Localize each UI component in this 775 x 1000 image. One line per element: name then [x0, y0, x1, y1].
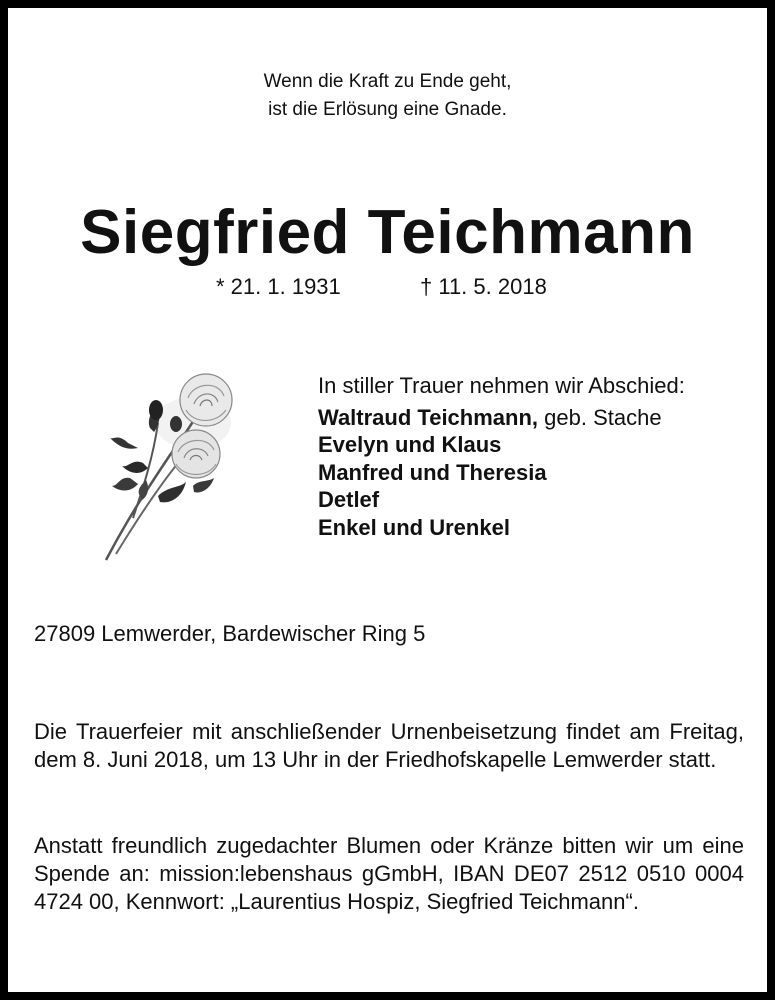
birth-date: * 21. 1. 1931	[216, 274, 341, 299]
mourner-name: Enkel und Urenkel	[318, 514, 510, 540]
family-address: 27809 Lemwerder, Bardewischer Ring 5	[34, 621, 426, 646]
ceremony-paragraph: Die Trauerfeier mit anschließender Urnenbeisetzung findet am Freitag, dem 8. Juni 2018, um 13 Uhr in der Friedhofskapelle Lemwerder statt.	[34, 719, 744, 772]
motto-line-2: ist die Erlösung eine Gnade.	[268, 99, 507, 120]
death-date: † 11. 5. 2018	[420, 274, 547, 299]
mourner-name: Detlef	[318, 487, 380, 512]
mourner-spouse-maiden: geb. Stache	[538, 404, 662, 430]
motto-line-1: Wenn die Kraft zu Ende geht,	[263, 71, 512, 92]
mourner-row	[318, 459, 685, 487]
deceased-name: Siegfried Teichmann	[80, 198, 695, 267]
motto	[8, 68, 767, 124]
mourner-spouse-name: Waltraud Teichmann,	[318, 404, 539, 430]
mourners-intro: In stiller Trauer nehmen wir Abschied:	[318, 373, 685, 398]
mourner-row	[318, 486, 685, 514]
rose-icon	[98, 368, 248, 568]
mourner-name: Evelyn und Klaus	[318, 432, 502, 457]
mourner-row	[318, 431, 685, 459]
donation-paragraph: Anstatt freundlich zugedachter Blumen oder Kränze bitten wir um eine Spende an: mission:lebenshaus gGmbH, IBAN DE07 2512 0510 0004 4724 00, Kennwort: „Laurentius Hospiz, Siegfried Teichmann“.	[34, 833, 744, 914]
mourner-row-spouse	[318, 404, 685, 432]
mourners-block	[318, 372, 685, 541]
mourner-row	[318, 514, 685, 542]
mourner-name: Manfred und Theresia	[318, 459, 547, 485]
